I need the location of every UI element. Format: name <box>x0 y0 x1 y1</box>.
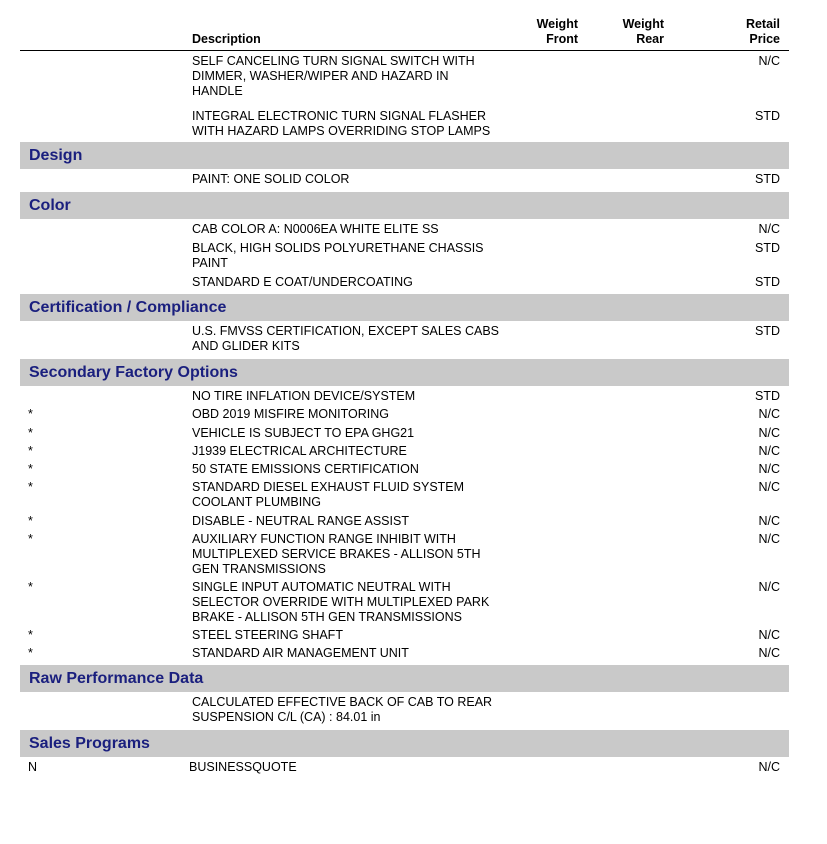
weight-front-line2: Front <box>546 32 578 46</box>
option-sheet <box>20 0 789 779</box>
option-marker: * <box>28 407 33 421</box>
option-description: U.S. FMVSS CERTIFICATION, EXCEPT SALES CABS AND GLIDER KITS <box>192 324 500 353</box>
option-description: STANDARD AIR MANAGEMENT UNIT <box>192 646 409 660</box>
option-row <box>20 405 789 424</box>
retail-price-header <box>720 17 780 47</box>
option-price: N/C <box>758 222 780 236</box>
option-description: DISABLE - NEUTRAL RANGE ASSIST <box>192 514 409 528</box>
option-price: STD <box>755 275 780 289</box>
option-price: STD <box>755 389 780 403</box>
option-row <box>20 626 789 644</box>
option-marker: * <box>28 646 33 660</box>
option-price: STD <box>755 172 780 186</box>
option-price: N/C <box>758 54 780 68</box>
option-row <box>20 104 789 142</box>
section-header: Certification / Compliance <box>20 294 789 321</box>
option-row <box>20 460 789 478</box>
option-marker: N <box>28 760 38 774</box>
retail-price-line1: Retail <box>745 17 780 31</box>
option-description: 50 STATE EMISSIONS CERTIFICATION <box>192 462 419 476</box>
option-row <box>20 273 789 294</box>
option-row <box>20 424 789 442</box>
option-marker: * <box>28 532 33 546</box>
weight-rear-line2: Rear <box>636 32 664 46</box>
option-price: N/C <box>758 480 780 494</box>
description-header: Description <box>192 32 261 46</box>
option-description: OBD 2019 MISFIRE MONITORING <box>192 407 390 421</box>
option-price: N/C <box>758 646 780 660</box>
option-description: PAINT: ONE SOLID COLOR <box>192 172 350 186</box>
option-row <box>20 578 789 626</box>
option-row <box>20 442 789 460</box>
retail-price-line2: Price <box>749 32 780 46</box>
option-description: NO TIRE INFLATION DEVICE/SYSTEM <box>192 389 416 403</box>
option-row <box>20 512 789 530</box>
option-price: STD <box>755 109 780 123</box>
option-marker: * <box>28 514 33 528</box>
option-row <box>20 692 789 730</box>
option-description: CALCULATED EFFECTIVE BACK OF CAB TO REAR SUSPENSION C/L (CA) : 84.01 in <box>192 695 493 724</box>
option-row <box>20 478 789 512</box>
option-description: AUXILIARY FUNCTION RANGE INHIBIT WITH MULTIPLEXED SERVICE BRAKES - ALLISON 5TH GEN TRANSMISSIONS <box>192 532 481 576</box>
option-description: CAB COLOR A: N0006EA WHITE ELITE SS <box>192 222 439 236</box>
section-header: Secondary Factory Options <box>20 359 789 386</box>
option-marker: * <box>28 580 33 594</box>
section-header: Color <box>20 192 789 219</box>
option-price: N/C <box>758 407 780 421</box>
option-price: N/C <box>758 628 780 642</box>
option-row <box>20 757 789 779</box>
option-description: SELF CANCELING TURN SIGNAL SWITCH WITH DIMMER, WASHER/WIPER AND HAZARD IN HANDLE <box>192 54 475 98</box>
option-list <box>20 51 789 779</box>
option-row <box>20 51 789 104</box>
option-row <box>20 219 789 239</box>
section-header: Raw Performance Data <box>20 665 789 692</box>
option-price: N/C <box>758 580 780 594</box>
option-price: N/C <box>758 514 780 528</box>
option-row <box>20 644 789 665</box>
option-row <box>20 386 789 405</box>
option-price: N/C <box>758 444 780 458</box>
weight-front-header <box>520 17 578 47</box>
option-price: N/C <box>758 532 780 546</box>
option-description: J1939 ELECTRICAL ARCHITECTURE <box>192 444 407 458</box>
weight-rear-header <box>606 17 664 47</box>
weight-front-line1: Weight <box>536 17 578 31</box>
option-description: STANDARD E COAT/UNDERCOATING <box>192 275 413 289</box>
weight-rear-line1: Weight <box>622 17 664 31</box>
option-row <box>20 321 789 359</box>
option-row <box>20 239 789 273</box>
option-marker: * <box>28 426 33 440</box>
section-header: Sales Programs <box>20 730 789 757</box>
option-price: STD <box>755 241 780 255</box>
option-row <box>20 169 789 192</box>
option-marker: * <box>28 444 33 458</box>
option-description: STANDARD DIESEL EXHAUST FLUID SYSTEM COOLANT PLUMBING <box>192 480 465 509</box>
option-marker: * <box>28 628 33 642</box>
section-header: Design <box>20 142 789 169</box>
option-description: BUSINESSQUOTE <box>189 760 297 774</box>
option-description: BLACK, HIGH SOLIDS POLYURETHANE CHASSIS PAINT <box>192 241 484 270</box>
option-price: N/C <box>758 462 780 476</box>
option-price: N/C <box>758 760 780 774</box>
column-header <box>20 0 789 51</box>
option-description: STEEL STEERING SHAFT <box>192 628 343 642</box>
option-price: STD <box>755 324 780 338</box>
option-marker: * <box>28 462 33 476</box>
option-row <box>20 530 789 578</box>
option-price: N/C <box>758 426 780 440</box>
option-description: VEHICLE IS SUBJECT TO EPA GHG21 <box>192 426 415 440</box>
option-description: INTEGRAL ELECTRONIC TURN SIGNAL FLASHER WITH HAZARD LAMPS OVERRIDING STOP LAMPS <box>192 109 491 138</box>
option-description: SINGLE INPUT AUTOMATIC NEUTRAL WITH SELECTOR OVERRIDE WITH MULTIPLEXED PARK BRAKE - ALLISON 5TH GEN TRANSMISSIONS <box>192 580 490 624</box>
option-marker: * <box>28 480 33 494</box>
